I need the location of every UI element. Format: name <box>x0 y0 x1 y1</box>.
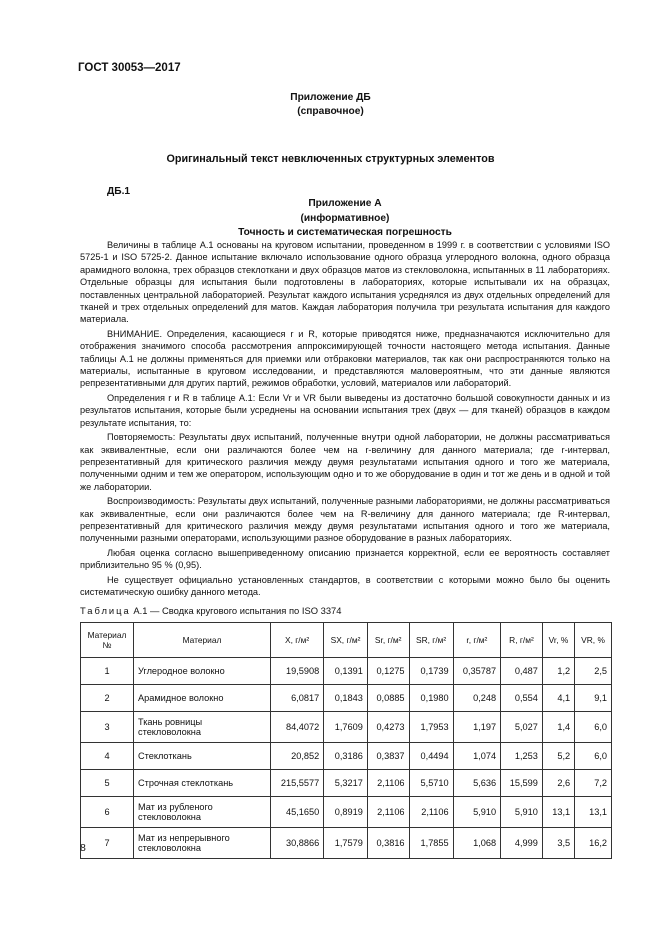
table-caption-text: А.1 — Сводка кругового испытания по ISO 3374 <box>130 605 342 616</box>
paragraph: Воспроизводимость: Результаты двух испытаний, полученные разными лабораториями, не должны рассматриваться как эквивалентные, если они различаются более чем на R-величину для данного материала; где R-интервал, репрезентативный для критического различия между двумя результатами испытания одного и того же материала, полученными разными операторами, использующими разное оборудование в разных лабораториях. <box>80 496 610 544</box>
table-cell: 16,2 <box>575 828 612 859</box>
section-number: ДБ.1 <box>107 186 131 197</box>
table-row <box>81 828 612 859</box>
paragraph: Любая оценка согласно вышеприведенному описанию признается корректной, если ее вероятность составляет приблизительно 95 % (0,95). <box>80 547 610 571</box>
table-cell: 0,554 <box>501 685 543 712</box>
table-cell: 1,2 <box>542 658 574 685</box>
table-cell: 13,1 <box>542 797 574 828</box>
table-cell: 3 <box>81 712 134 743</box>
column-header: Материал № <box>81 623 134 658</box>
table-cell: 5 <box>81 770 134 797</box>
table-cell: 1,7855 <box>409 828 453 859</box>
table-cell: 6,0817 <box>271 685 324 712</box>
table-cell: 215,5577 <box>271 770 324 797</box>
table-cell: 13,1 <box>575 797 612 828</box>
table-cell: 4,1 <box>542 685 574 712</box>
table-cell: 1,068 <box>453 828 500 859</box>
table-row <box>81 658 612 685</box>
table-cell: 0,1275 <box>367 658 409 685</box>
table-cell: 5,636 <box>453 770 500 797</box>
table-cell: 1,253 <box>501 743 543 770</box>
column-header: r, г/м² <box>453 623 500 658</box>
table-cell: 2,5 <box>575 658 612 685</box>
inner-heading: Точность и систематическая погрешность <box>238 227 452 238</box>
table-cell: 5,910 <box>453 797 500 828</box>
table-cell: 1,074 <box>453 743 500 770</box>
column-header: VR, % <box>575 623 612 658</box>
table-cell: 19,5908 <box>271 658 324 685</box>
section-title: Оригинальный текст невключенных структурных элементов <box>166 153 495 165</box>
table-cell: 5,3217 <box>324 770 368 797</box>
table-row <box>81 685 612 712</box>
table-caption-word: Таблица <box>80 605 131 616</box>
table-row <box>81 770 612 797</box>
table-cell: 0,1843 <box>324 685 368 712</box>
table-cell: 0,1391 <box>324 658 368 685</box>
table-cell: 0,3837 <box>367 743 409 770</box>
page-number: 8 <box>80 842 86 854</box>
column-header: SR, г/м² <box>409 623 453 658</box>
table-cell: 5,5710 <box>409 770 453 797</box>
table-cell: 0,3816 <box>367 828 409 859</box>
table-cell: Строчная стеклоткань <box>134 770 271 797</box>
table-cell: 3,5 <box>542 828 574 859</box>
table-cell: 0,1980 <box>409 685 453 712</box>
table-cell: 7,2 <box>575 770 612 797</box>
column-header: SX, г/м² <box>324 623 368 658</box>
table-cell: 0,3186 <box>324 743 368 770</box>
paragraph: Не существует официально установленных стандартов, в соответствии с которыми можно было бы оценить систематическую ошибку данного метода. <box>80 574 610 597</box>
table-cell: 6,0 <box>575 743 612 770</box>
inner-appendix-subtitle: (информативное) <box>300 213 390 224</box>
table-caption <box>80 605 341 616</box>
table-cell: 2,1106 <box>409 797 453 828</box>
paragraph: Повторяемость: Результаты двух испытаний, полученные внутри одной лаборатории, не должны рассматриваться как эквивалентные, если они различаются более чем на r-величину для данного материала; где r-интервал, репрезентативный для критического различия между двумя результатами испытания одного и того же материала, полученными одним и тем же оператором, использующим одно и то же оборудование в один и тот же день и в одной и той же лаборатории. <box>80 432 610 492</box>
table-cell: 1 <box>81 658 134 685</box>
table-cell: 6,0 <box>575 712 612 743</box>
table-cell: 0,0885 <box>367 685 409 712</box>
table-row <box>81 743 612 770</box>
table-cell: 2,1106 <box>367 797 409 828</box>
table-cell: 7 <box>81 828 134 859</box>
body-text <box>80 239 610 600</box>
table-cell: 1,4 <box>542 712 574 743</box>
column-header: X, г/м² <box>271 623 324 658</box>
table-cell: 2,1106 <box>367 770 409 797</box>
table-cell: Мат из непрерывного стекловолокна <box>134 828 271 859</box>
appendix-title: Приложение ДБ <box>290 92 371 103</box>
table-cell: Мат из рубленого стекловолокна <box>134 797 271 828</box>
table-cell: 30,8866 <box>271 828 324 859</box>
inner-appendix-title: Приложение А <box>308 198 382 209</box>
paragraph: ВНИМАНИЕ. Определения, касающиеся r и R, которые приводятся ниже, предназначаются исключительно для отображения значимого способа рассмотрения аппроксимирующей точности настоящего метода испытания. Данные таблицы А.1 не должны применяться для приемки или отбраковки материалов, так как они распространяются только на материалы, испытанные в круговом исследовании, и представляются маловероятным, что эти данные являются репрезентативными для других партий, режимов обработки, условий, материалов или лабораторий. <box>80 328 610 389</box>
table-cell: 5,910 <box>501 797 543 828</box>
table-cell: Стеклоткань <box>134 743 271 770</box>
table-cell: 2,6 <box>542 770 574 797</box>
table-cell: 5,027 <box>501 712 543 743</box>
standard-header: ГОСТ 30053—2017 <box>78 62 181 74</box>
table-cell: Ткань ровницы стекловолокна <box>134 712 271 743</box>
table-header-row <box>81 623 612 658</box>
table-cell: 20,852 <box>271 743 324 770</box>
table-cell: 1,7579 <box>324 828 368 859</box>
table-cell: 0,4494 <box>409 743 453 770</box>
table-cell: 9,1 <box>575 685 612 712</box>
table-cell: 1,197 <box>453 712 500 743</box>
table-cell: 45,1650 <box>271 797 324 828</box>
paragraph: Определения r и R в таблице А.1: Если Vr и VR были выведены из достаточно большой совокупности данных и из результатов испытания, которые были усреднены на основании испытания трех (двух — для тканей) образцов в каждом результате испытания, то: <box>80 392 610 428</box>
table-cell: 5,2 <box>542 743 574 770</box>
table-cell: 0,248 <box>453 685 500 712</box>
paragraph: Величины в таблице А.1 основаны на круговом испытании, проведенном в 1999 г. в соответствии с условиями ISO 5725-1 и ISO 5725-2. Данное испытание включало использование одного образца углеродного волокна, одного образца арамидного волокна, трех образцов стеклоткани и двух образцов матов из стекловолокна, испытанных в 11 лабораториях. Отдельные образцы для испытания были подготовлены в лабораториях, которые испытывали их на образцах, поставленных центральной лабораторией. Результат каждого испытания усреднялся из двух отдельных определений для тканей и трех отдельных определений для матов. Каждая лаборатория получила три результата испытания для каждого материала. <box>80 240 610 325</box>
table-cell: 4 <box>81 743 134 770</box>
table-cell: Арамидное волокно <box>134 685 271 712</box>
column-header: Vr, % <box>542 623 574 658</box>
table-cell: 2 <box>81 685 134 712</box>
table-cell: 0,35787 <box>453 658 500 685</box>
column-header: R, г/м² <box>501 623 543 658</box>
table-cell: 1,7953 <box>409 712 453 743</box>
table-cell: 0,487 <box>501 658 543 685</box>
results-table <box>80 622 612 859</box>
table-cell: 15,599 <box>501 770 543 797</box>
table-row <box>81 797 612 828</box>
appendix-subtitle: (справочное) <box>297 106 364 117</box>
table-cell: 0,4273 <box>367 712 409 743</box>
column-header: Материал <box>134 623 271 658</box>
table-cell: 4,999 <box>501 828 543 859</box>
table-cell: 0,1739 <box>409 658 453 685</box>
table-cell: 84,4072 <box>271 712 324 743</box>
table-cell: Углеродное волокно <box>134 658 271 685</box>
table-cell: 0,8919 <box>324 797 368 828</box>
table-cell: 1,7609 <box>324 712 368 743</box>
table-cell: 6 <box>81 797 134 828</box>
table-row <box>81 712 612 743</box>
column-header: Sr, г/м² <box>367 623 409 658</box>
